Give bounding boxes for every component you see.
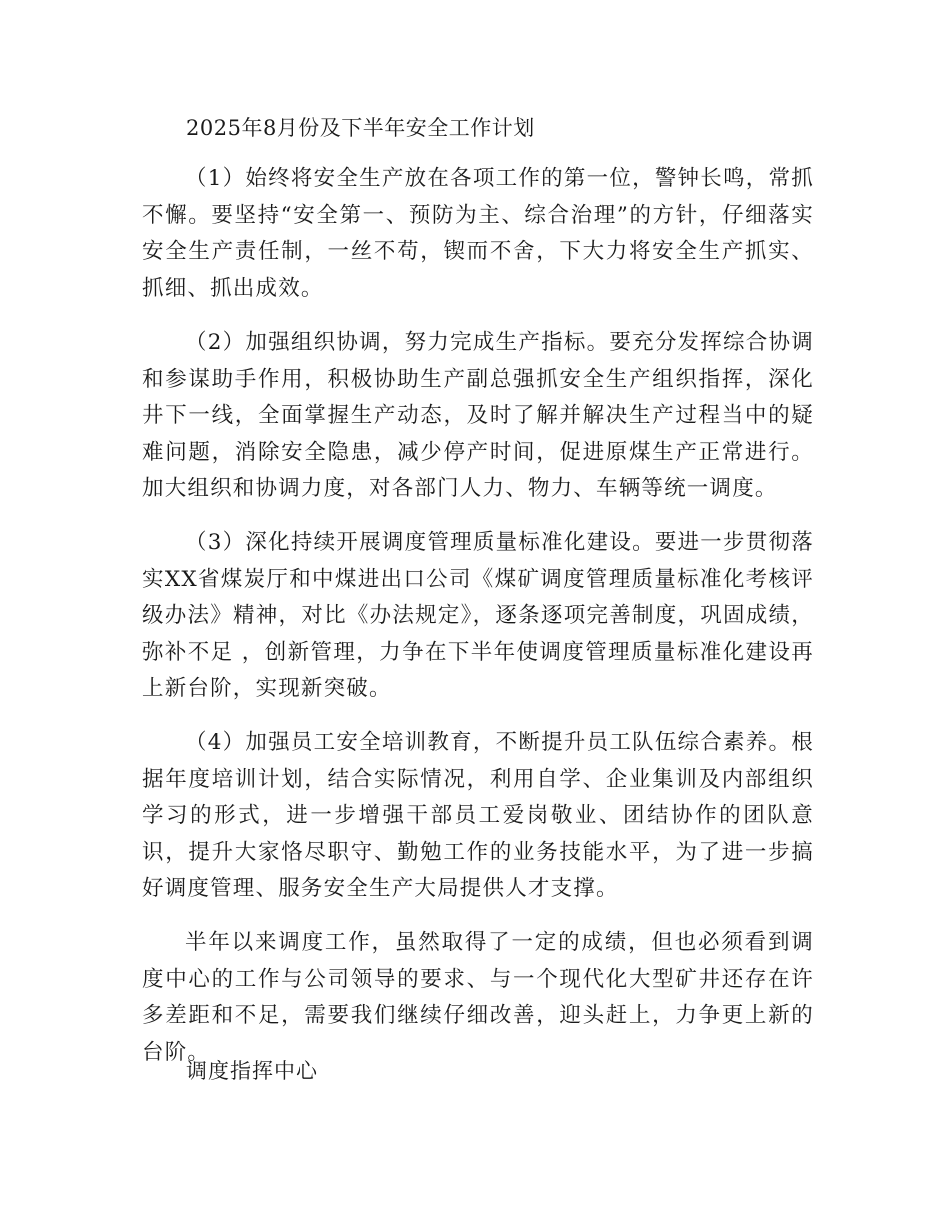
paragraph-1: （1）始终将安全生产放在各项工作的第一位，警钟长鸣，常抓不懈。要坚持“安全第一、预防为主、综合治理”的方针，仔细落实安全生产责任制，一丝不苟，锲而不舍，下大力将安全生产抓实、抓细、抓出成效。 [142, 166, 814, 301]
paragraph-3: （3）深化持续开展调度管理质量标准化建设。要进一步贯彻落实XX省煤炭厅和中煤进出口公司《煤矿调度管理质量标准化考核评级办法》精神，对比《办法规定》，逐条逐项完善制度，巩固成绩，弥补不足 ，创新管理，力争在下半年使调度管理质量标准化建设再上新台阶，实现新突破。 [142, 530, 814, 701]
paragraph-2: （2）加强组织协调，努力完成生产指标。要充分发挥综合协调和参谋助手作用，积极协助生产副总强抓安全生产组织指挥，深化井下一线，全面掌握生产动态，及时了解并解决生产过程当中的疑难问题，消除安全隐患，减少停产时间，促进原煤生产正常进行。加大组织和协调力度，对各部门人力、物力、车辆等统一调度。 [142, 330, 814, 501]
paragraph-4: （4）加强员工安全培训教育，不断提升员工队伍综合素养。根据年度培训计划，结合实际情况，利用自学、企业集训及内部组织学习的形式，进一步增强干部员工爱岗敬业、团结协作的团队意识，提升大家恪尽职守、勤勉工作的业务技能水平，为了进一步搞好调度管理、服务安全生产大局提供人才支撑。 [142, 730, 814, 901]
paragraph-summary: 半年以来调度工作，虽然取得了一定的成绩，但也必须看到调度中心的工作与公司领导的要求、与一个现代化大型矿井还存在许多差距和不足，需要我们继续仔细改善，迎头赶上，力争更上新的台阶。 [142, 930, 814, 1065]
signature: 调度指挥中心 [186, 1059, 318, 1083]
document-title: 2025年8月份及下半年安全工作计划 [186, 116, 535, 140]
